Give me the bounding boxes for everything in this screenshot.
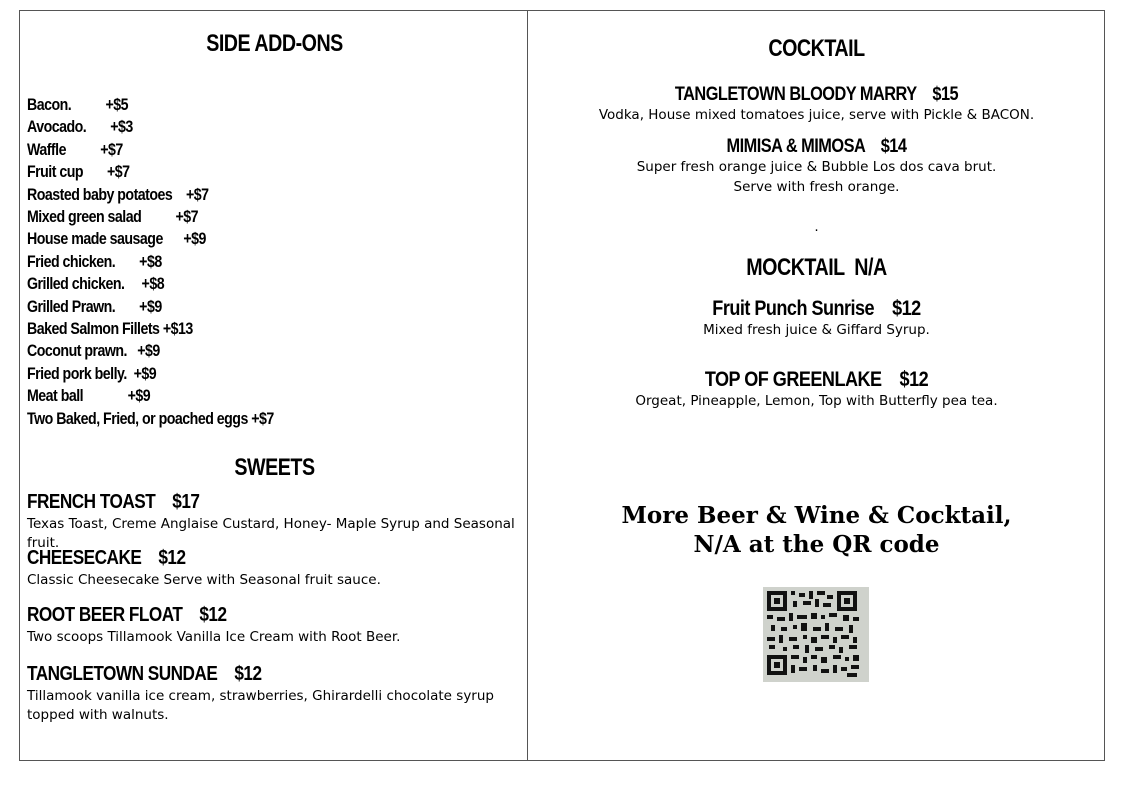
list-item: Two Baked, Fried, or poached eggs +$7 <box>27 409 274 428</box>
list-item: Coconut prawn. +$9 <box>27 342 160 361</box>
list-item: House made sausage +$9 <box>27 230 206 249</box>
list-item: Waffle +$7 <box>27 140 123 159</box>
list-item: Meat ball +$9 <box>27 387 151 406</box>
cocktail-title: COCKTAIL <box>768 35 865 62</box>
list-item: Grilled Prawn. +$9 <box>27 297 162 316</box>
drink-name: TANGLETOWN BLOODY MARRY $15 <box>674 84 959 105</box>
drink-name: Fruit Punch Sunrise $12 <box>712 297 921 320</box>
side-addons-list <box>27 94 314 430</box>
list-item: Fried chicken. +$8 <box>27 252 162 271</box>
mocktail-item <box>528 297 1105 341</box>
list-item: Mixed green salad +$7 <box>27 208 199 227</box>
cocktail-item <box>528 84 1105 126</box>
drink-name: MIMISA & MIMOSA $14 <box>726 136 907 157</box>
sweet-desc: Two scoops Tillamook Vanilla Ice Cream with Root Beer. <box>27 629 401 645</box>
sweet-item <box>27 604 527 647</box>
list-item: Grilled chicken. +$8 <box>27 275 165 294</box>
drink-desc: Serve with fresh orange. <box>733 178 900 195</box>
list-item: Avocado. +$3 <box>27 118 133 137</box>
sweet-name: FRENCH TOAST $17 <box>27 491 200 513</box>
drink-desc: Vodka, House mixed tomatoes juice, serve with Pickle & BACON. <box>598 107 1035 123</box>
drink-name: TOP OF GREENLAKE $12 <box>704 368 929 391</box>
list-item: Baked Salmon Fillets +$13 <box>27 320 193 339</box>
promo-line: N/A at the QR code <box>693 531 940 558</box>
sweet-desc: Classic Cheesecake Serve with Seasonal fruit sauce. <box>27 572 381 588</box>
list-item: Roasted baby potatoes +$7 <box>27 185 209 204</box>
promo-text <box>528 501 1105 559</box>
sweet-item <box>27 547 527 590</box>
sweet-item <box>27 491 527 553</box>
side-addons-title: SIDE ADD-ONS <box>206 30 343 57</box>
qr-code-icon <box>763 587 869 682</box>
list-item: Fried pork belly. +$9 <box>27 364 157 383</box>
mocktail-title: MOCKTAIL N/A <box>746 254 887 281</box>
drink-desc: Orgeat, Pineapple, Lemon, Top with Butterfly pea tea. <box>635 393 998 409</box>
list-item: Bacon. +$5 <box>27 96 129 114</box>
drink-desc: Super fresh orange juice & Bubble Los dos cava brut. <box>636 159 997 175</box>
qr-code[interactable] <box>763 587 869 682</box>
sweet-item <box>27 663 507 725</box>
promo-line: More Beer & Wine & Cocktail, <box>621 502 1012 529</box>
mocktail-item <box>528 368 1105 412</box>
sweet-name: ROOT BEER FLOAT $12 <box>27 604 227 626</box>
sweet-name: CHEESECAKE $12 <box>27 547 186 569</box>
cocktail-item <box>528 136 1105 197</box>
separator-dot: . <box>814 219 819 235</box>
drink-desc: Mixed fresh juice & Giffard Syrup. <box>703 322 930 338</box>
sweet-desc: Texas Toast, Creme Anglaise Custard, Honey- Maple Syrup and Seasonal fruit. <box>27 516 515 551</box>
sweet-name: TANGLETOWN SUNDAE $12 <box>27 663 262 685</box>
list-item: Fruit cup +$7 <box>27 163 130 182</box>
sweets-title: SWEETS <box>234 454 315 481</box>
sweet-desc: Tillamook vanilla ice cream, strawberries, Ghirardelli chocolate syrup topped with walnuts. <box>27 688 494 723</box>
